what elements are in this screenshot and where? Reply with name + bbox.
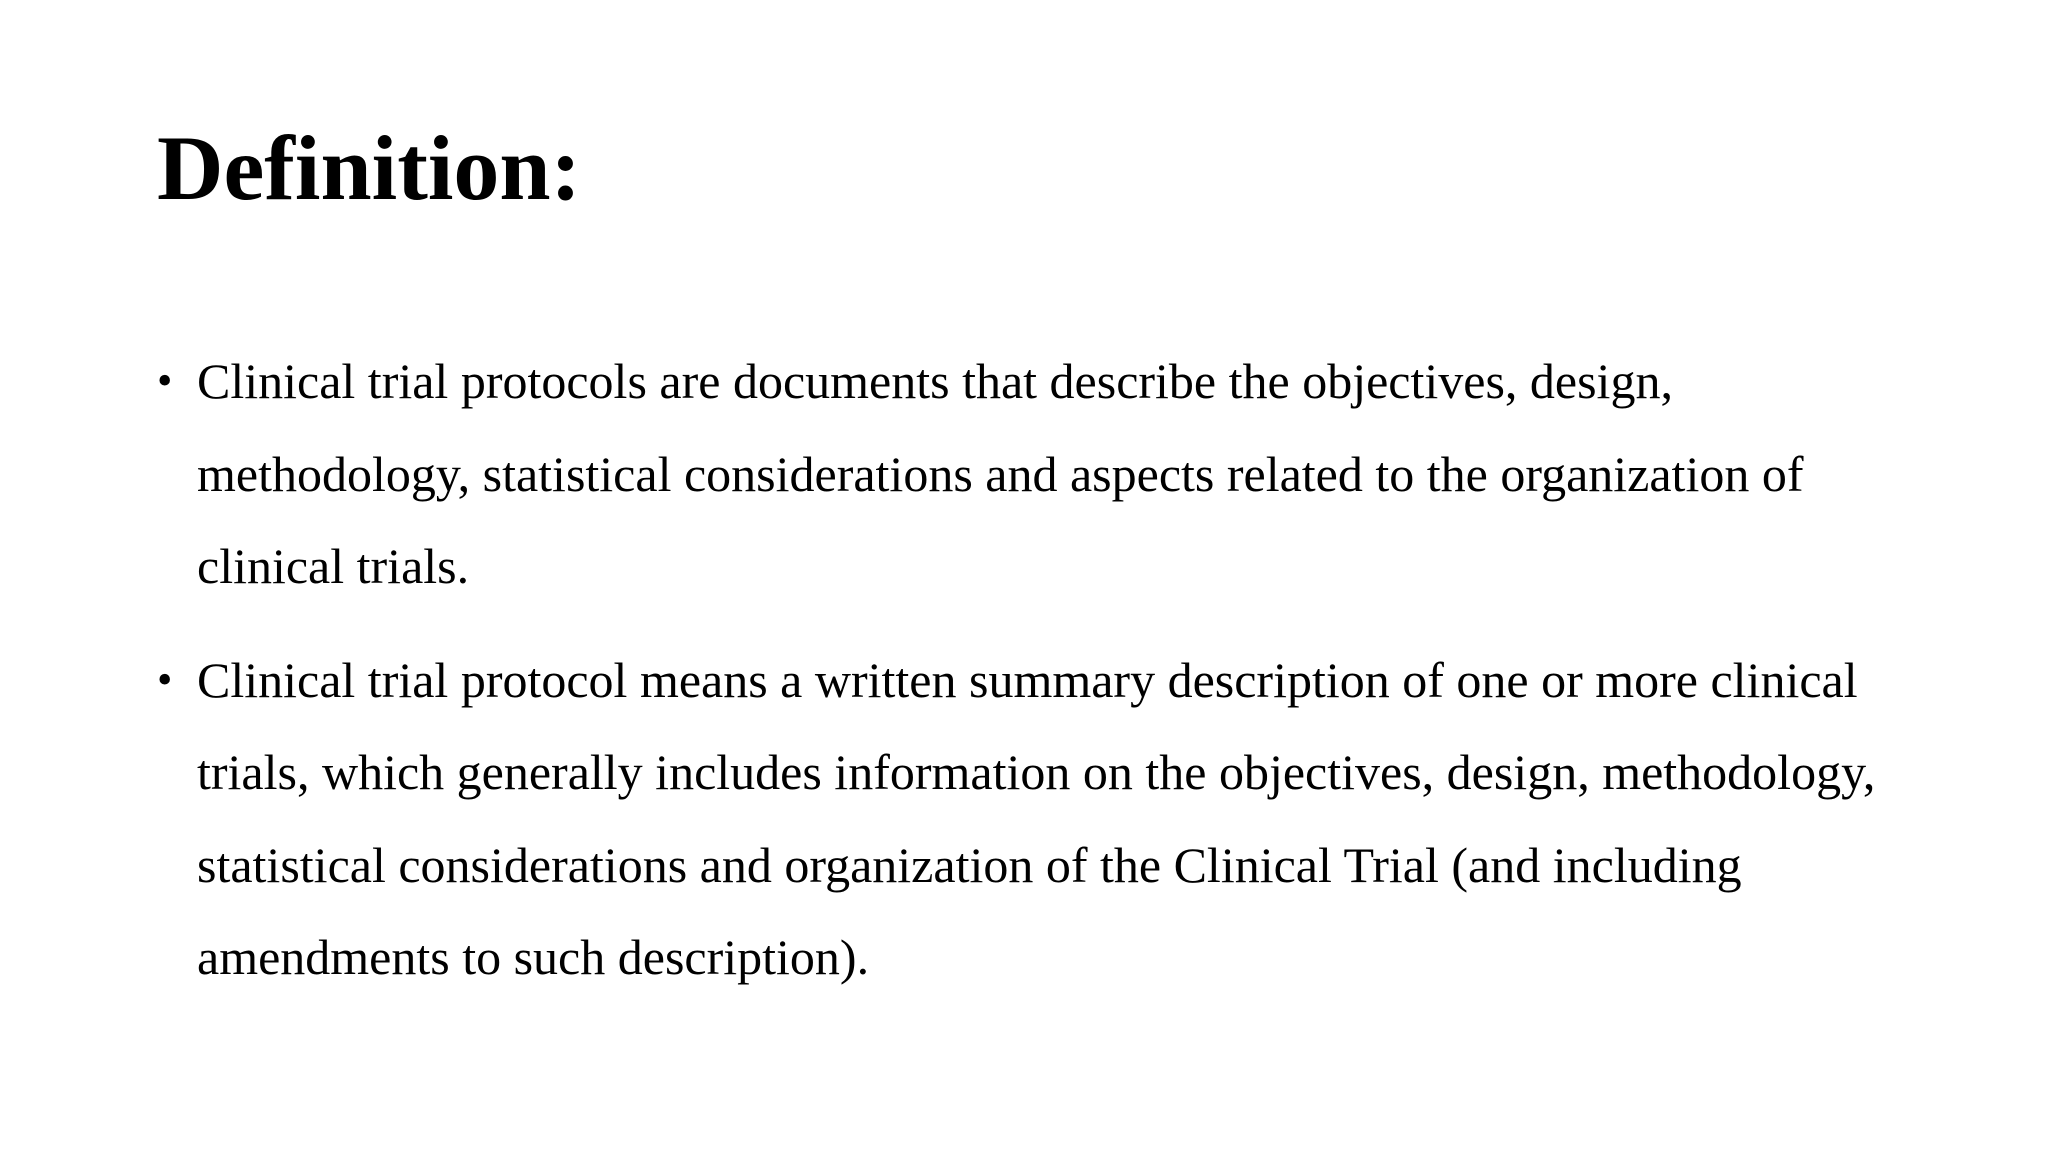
bullet-list: [157, 335, 1917, 1025]
bullet-item: [157, 634, 1917, 1004]
bullet-item: [157, 335, 1917, 613]
bullet-text: Clinical trial protocol means a written summary description of one or more clinical trials, which generally includes information on the objectives, design, methodology, statistical considerations and organization of the Clinical Trial (and including amendments to such description).: [197, 651, 1876, 985]
bullet-text: Clinical trial protocols are documents that describe the objectives, design, methodology, statistical considerations and aspects related to the organization of clinical trials.: [197, 353, 1804, 594]
slide-title: Definition:: [157, 117, 582, 219]
bullet-dot-icon: •: [157, 356, 173, 405]
bullet-dot-icon: •: [157, 654, 173, 704]
